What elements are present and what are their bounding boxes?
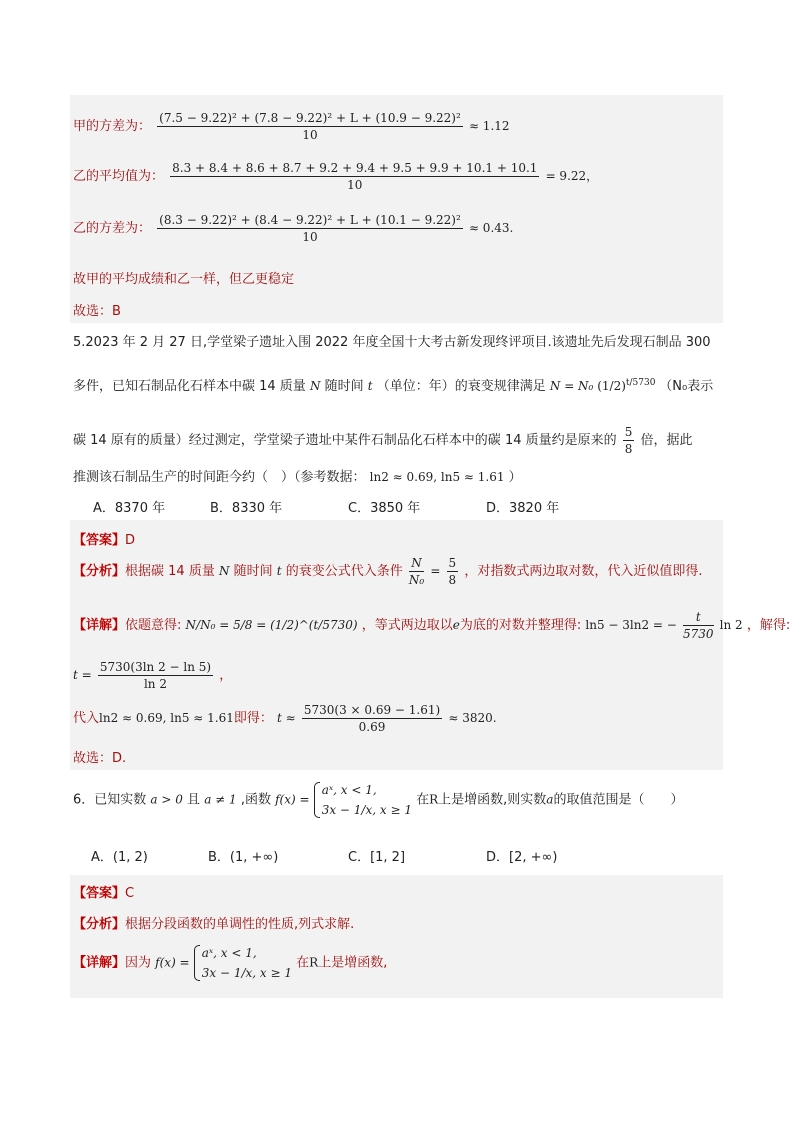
q5-analysis-ratio (409, 556, 424, 587)
ratio-num: N (409, 556, 424, 572)
sub-lhs: t ≈ (277, 711, 296, 725)
yi-variance-fraction (157, 213, 463, 244)
q5-reference-data: ln2 ≈ 0.69, ln5 ≈ 1.61 (369, 470, 505, 484)
q5-formula-exponent: t/5730 (625, 378, 656, 388)
q6-text-e: 上是增函数,则实数 (438, 792, 547, 808)
q5-analysis-text-b: 随时间 (233, 564, 273, 579)
q5-analysis-text-c: 的衰变公式代入条件 (285, 564, 403, 579)
q6-detail-text-c: 上是增函数, (318, 955, 388, 971)
left-brace (194, 945, 200, 981)
q6-detail-case1: aˣ, x < 1, (201, 946, 257, 960)
answer-tag: 【答案】 (73, 533, 126, 548)
t-den: ln 2 (143, 677, 167, 691)
q5-log-eq-lhs: ln5 − 3ln2 = − (585, 618, 677, 632)
detail-tag: 【详解】 (73, 618, 126, 633)
q5-detail-e: e (452, 618, 460, 632)
q5-detail-text-c: 为底的对数并整理得: (459, 618, 582, 633)
five-eighths-num: 5 (448, 556, 457, 570)
q6-cond1: a > 0 (150, 792, 183, 807)
yi-mean-label: 乙的平均值为： (73, 169, 165, 184)
q5-option-b[interactable]: B．8330 年 (210, 501, 283, 516)
q5-choice-line: 故选：D. (73, 751, 127, 766)
jia-variance-fraction (157, 111, 463, 142)
q6-analysis-text: 根据分段函数的单调性的性质,列式求解. (125, 917, 355, 932)
q6-detail-case2: 3x − 1/x, x ≥ 1 (201, 966, 293, 980)
yi-mean-fraction (170, 161, 539, 192)
q5-t-expression (73, 660, 232, 691)
jia-variance-line (73, 111, 510, 142)
q5-line3 (73, 425, 693, 456)
q5-line2-text-a: 多件，已知石制品化石样本中碳 14 质量 (73, 379, 306, 394)
q5-option-a[interactable]: A．8370 年 (93, 501, 166, 516)
q5-analysis-var-n: N (218, 564, 230, 578)
yi-variance-line (73, 213, 513, 244)
q5-answer-line (73, 529, 135, 548)
q6-analysis-line (73, 913, 354, 932)
q6-real-set: R (429, 792, 439, 807)
yi-mean-numerator: 8.3 + 8.4 + 8.6 + 8.7 + 9.2 + 9.4 + 9.5 + 9.9 + 10.1 + 10.1 (172, 161, 538, 175)
q5-decay-formula (550, 379, 659, 393)
yi-variance-label: 乙的方差为： (73, 221, 152, 236)
q6-case1: aˣ, x < 1, (321, 783, 377, 797)
q6-question-line (73, 780, 683, 820)
q6-text-d: 在 (416, 792, 430, 808)
q5-formula-half: (1/2) (597, 379, 626, 393)
yi-mean-denominator: 10 (347, 178, 363, 192)
sub-fraction (302, 703, 442, 734)
sub-text-a: 代入 (73, 711, 100, 726)
q5-five-eighths (623, 425, 635, 456)
yi-mean-result: = 9.22， (545, 169, 599, 183)
left-brace (314, 782, 320, 818)
yi-variance-result: ≈ 0.43. (468, 221, 514, 235)
q5-detail-text-a: 依题意得: (125, 618, 182, 633)
jia-variance-denominator: 10 (302, 128, 318, 142)
q5-line2-text-c: （单位：年）的衰变规律满足 (376, 379, 546, 394)
q5-substitution-line (73, 703, 497, 734)
q6-var-a: a (546, 792, 554, 807)
q5-analysis-text-a: 根据碳 14 质量 (125, 564, 215, 579)
q6-text-b: 且 (187, 792, 201, 808)
q5-line2 (73, 375, 713, 394)
jia-variance-numerator: (7.5 − 9.22)² + (7.8 − 9.22)² + L + (10.9 − 9.22)² (159, 111, 461, 125)
q5-analysis-text-d: ，对指数式两边取对数，代入近似值即得. (464, 564, 703, 579)
t-tail: ， (219, 668, 233, 683)
q5-line3-text-b: 倍，据此 (640, 433, 693, 448)
q5-analysis-var-t: t (276, 564, 282, 578)
five-eighths-den: 8 (448, 573, 457, 587)
q6-detail-line (73, 943, 387, 983)
q6-piecewise (314, 780, 412, 820)
q5-line4 (73, 466, 522, 485)
q5-var-n: N (309, 379, 321, 393)
q5-detail-equation: N/N₀ = 5/8 = (1/2)^(t/5730) (185, 618, 358, 632)
q5-fraction-num: 5 (624, 425, 633, 439)
q5-line3-text-a: 碳 14 原有的质量）经过测定，学堂梁子遗址中某件石制品化石样本中的碳 14 质量约是原来的 (73, 433, 617, 448)
sub-text-b: 即得： (233, 711, 273, 726)
q6-case2: 3x − 1/x, x ≥ 1 (321, 803, 412, 817)
q6-detail-piecewise (194, 943, 292, 983)
q5-var-t: t (367, 379, 373, 393)
t-fraction (98, 660, 213, 691)
yi-variance-denominator: 10 (302, 230, 318, 244)
q5-line4-text-b: ） (508, 470, 522, 485)
q6-fx: f(x) = (275, 792, 310, 807)
q6-text-f: 的取值范围是（ ） (553, 792, 684, 808)
q6-detail-real-set: R (309, 955, 319, 970)
ratio-equals: = (430, 564, 441, 578)
log-eq-den: 5730 (682, 627, 714, 641)
q6-option-b[interactable]: B．(1, +∞) (208, 850, 279, 865)
t-num: 5730(3ln 2 − ln 5) (99, 660, 212, 674)
sub-math: ln2 ≈ 0.69, ln5 ≈ 1.61 (99, 711, 234, 725)
q5-option-d[interactable]: D．3820 年 (486, 501, 560, 516)
q5-analysis-line (73, 556, 702, 587)
q6-option-c[interactable]: C．[1, 2] (348, 850, 406, 865)
q5-detail-line (73, 610, 790, 641)
answer-tag: 【答案】 (73, 886, 126, 901)
q5-detail-text-d: ，解得: (746, 618, 791, 633)
analysis-tag: 【分析】 (73, 917, 126, 932)
q6-option-d[interactable]: D．[2, +∞) (486, 850, 558, 865)
conclusion-text: 故甲的平均成绩和乙一样，但乙更稳定 (73, 272, 295, 287)
q5-answer: D (125, 533, 136, 548)
q5-fraction-den: 8 (624, 442, 633, 456)
yi-variance-numerator: (8.3 − 9.22)² + (8.4 − 9.22)² + L + (10.1 − 9.22)² (159, 213, 461, 227)
q6-detail-fx: f(x) = (155, 955, 190, 970)
q6-cond2: a ≠ 1 (204, 792, 237, 807)
q5-line4-text-a: 推测该石制品生产的时间距今约（ ）（参考数据： (73, 470, 366, 485)
q6-detail-text-a: 因为 (125, 955, 152, 971)
q5-log-eq-fraction (683, 610, 714, 641)
ratio-den: N₀ (408, 573, 425, 587)
detail-tag: 【详解】 (73, 955, 126, 971)
q5-line1: 5.2023 年 2 月 27 日,学堂梁子遗址入围 2022 年度全国十大考古新发现终评项目.该遗址先后发现石制品 300 (73, 335, 711, 350)
analysis-tag: 【分析】 (73, 564, 126, 579)
t-lhs: t = (73, 668, 92, 682)
q6-option-a[interactable]: A．(1, 2) (91, 850, 148, 865)
q6-answer-line (73, 882, 134, 901)
jia-variance-result: ≈ 1.12 (468, 119, 510, 133)
q5-log-eq-rhs: ln 2 (719, 618, 743, 632)
q6-text-c: ,函数 (240, 792, 271, 808)
q5-detail-text-b: ，等式两边取以 (361, 618, 453, 633)
q5-formula-lhs: N = N₀ (549, 379, 594, 393)
q6-detail-text-b: 在 (296, 955, 310, 971)
q5-option-c[interactable]: C．3850 年 (348, 501, 421, 516)
q5-line2-text-d: （N₀表示 (659, 379, 714, 394)
q5-line2-text-b: 随时间 (324, 379, 364, 394)
q6-answer: C (125, 886, 135, 901)
jia-variance-label: 甲的方差为： (73, 119, 152, 134)
yi-mean-line (73, 161, 598, 192)
q6-text-a: 6．已知实数 (73, 792, 147, 808)
sub-den: 0.69 (358, 720, 386, 734)
choice-b-text: 故选：B (73, 304, 121, 319)
log-eq-num: t (683, 610, 714, 626)
sub-num: 5730(3 × 0.69 − 1.61) (303, 703, 441, 717)
sub-rhs: ≈ 3820. (448, 711, 497, 725)
q5-analysis-five-eighths (447, 556, 459, 587)
